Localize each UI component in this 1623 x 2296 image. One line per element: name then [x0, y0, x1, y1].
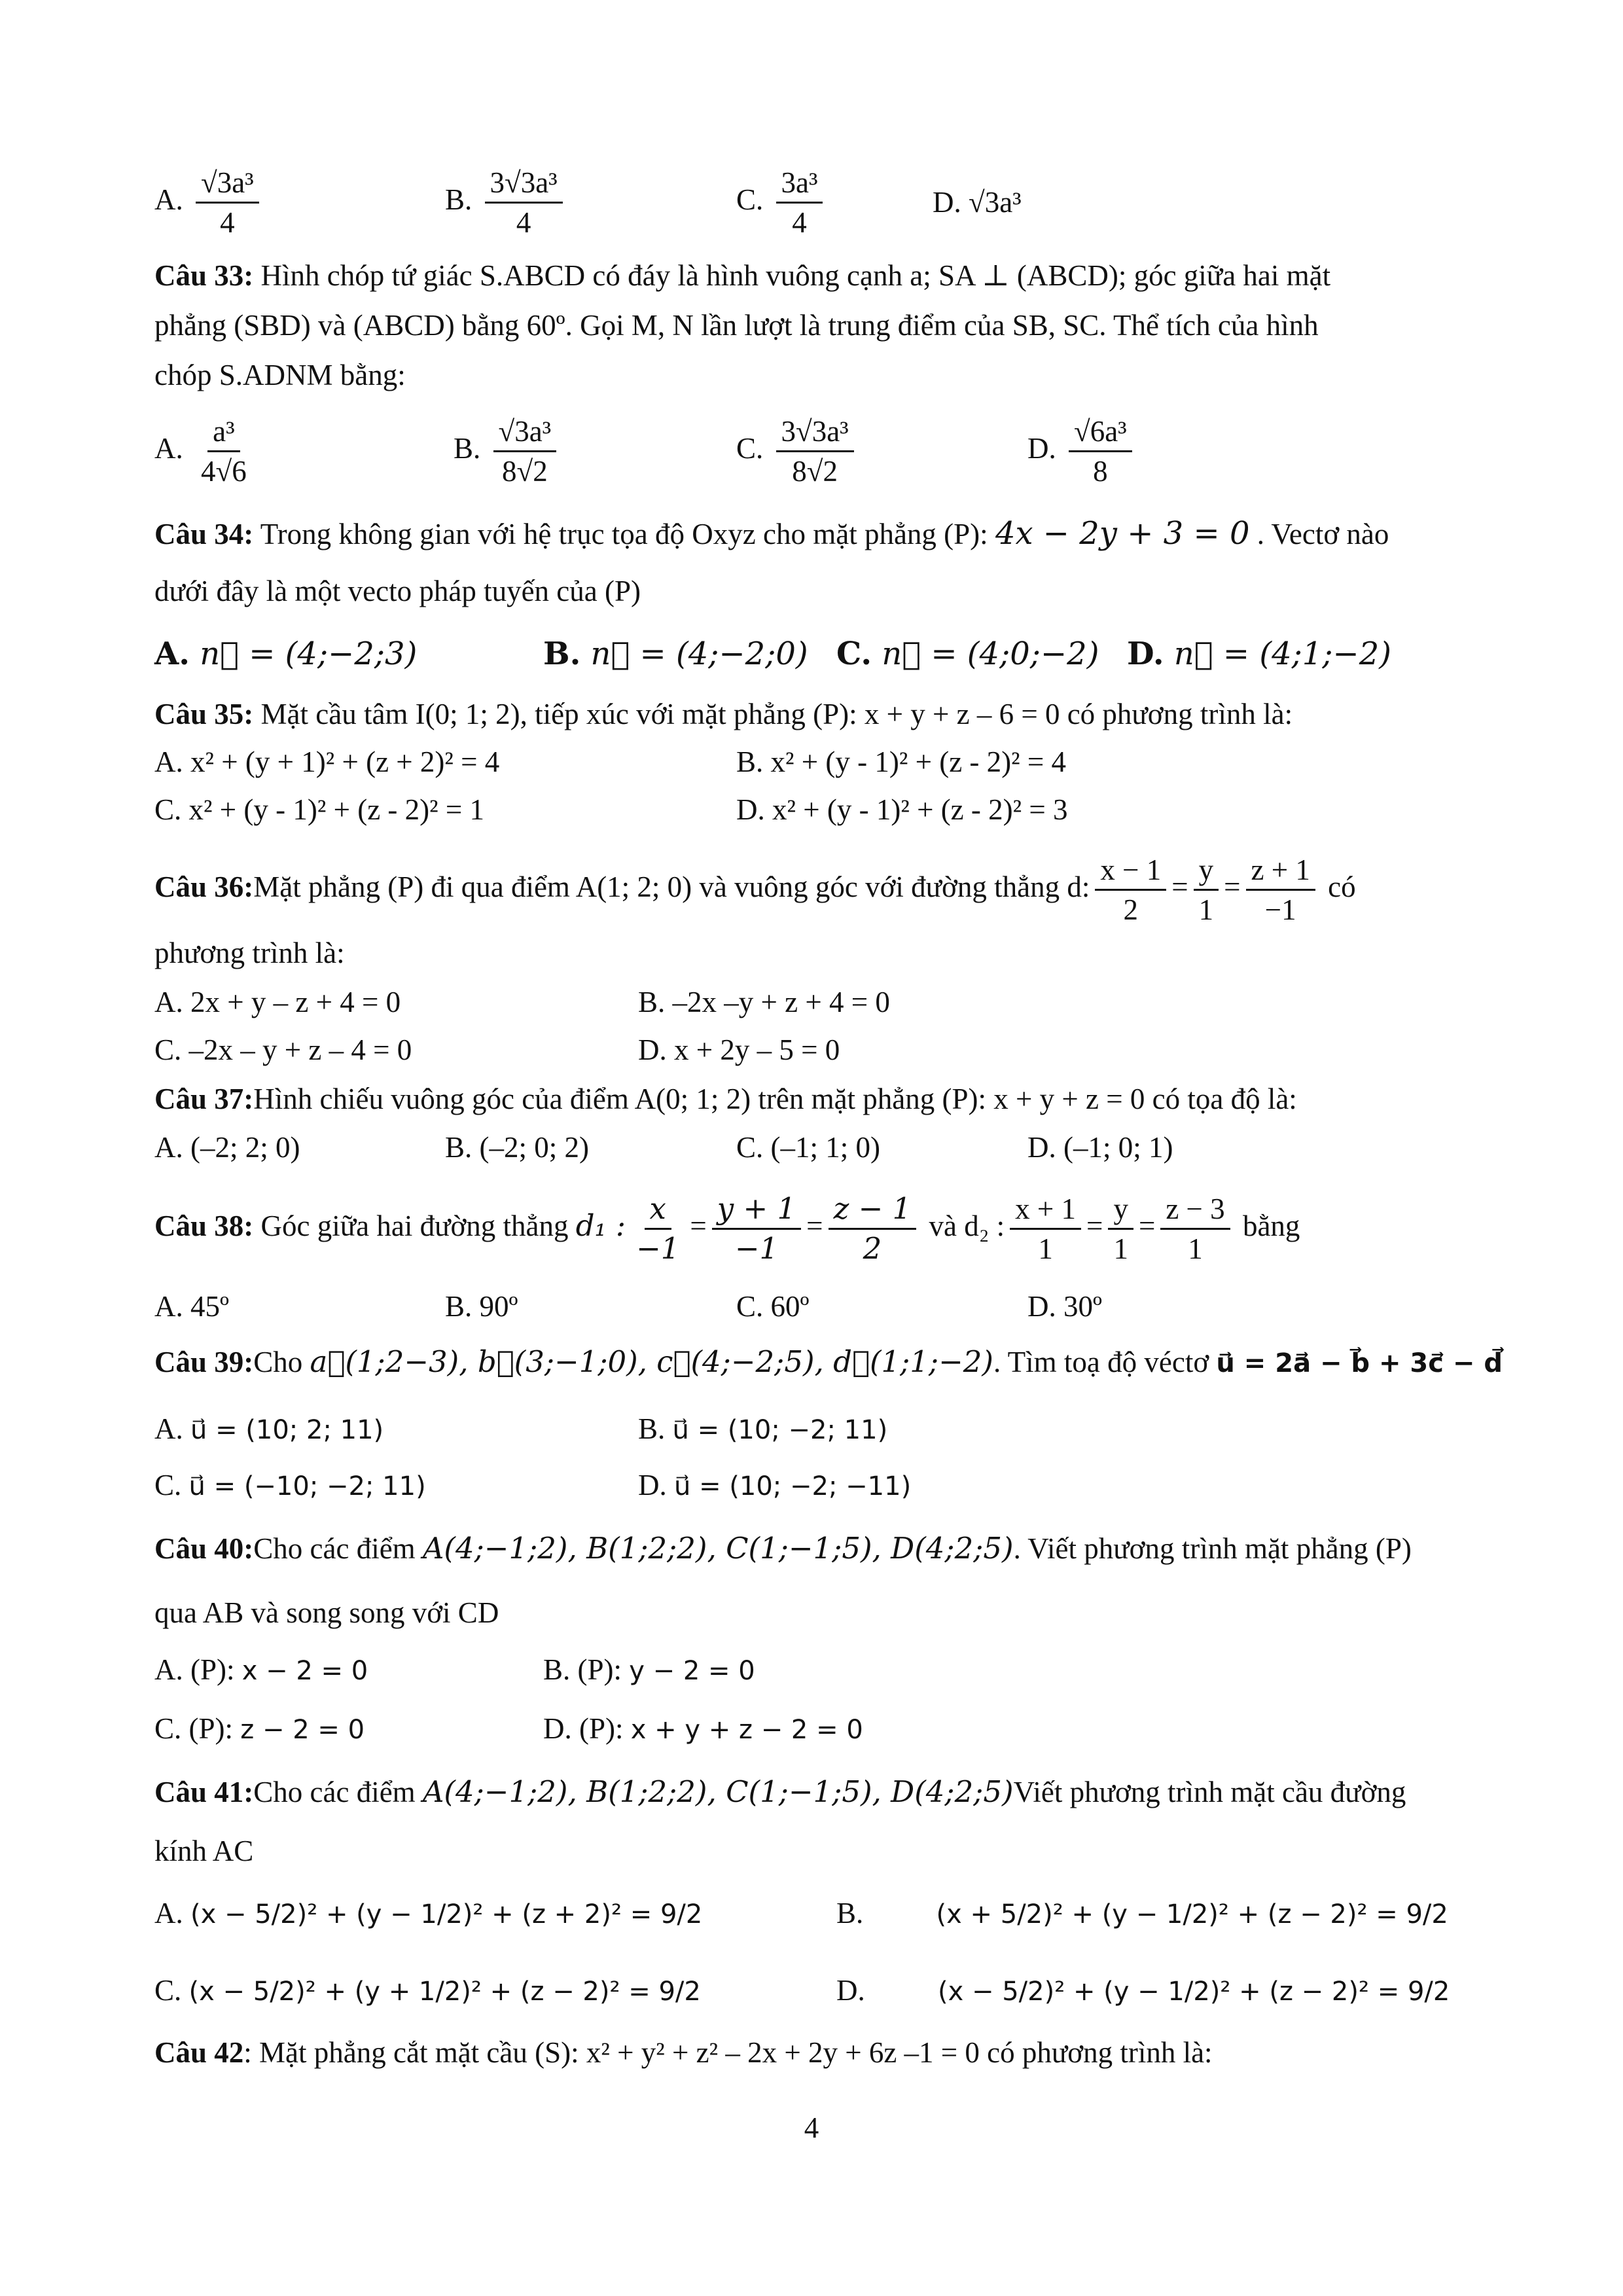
q38-end: bằng	[1242, 1210, 1300, 1242]
q33-text-line1: Hình chóp tứ giác S.ABCD có đáy là hình vuông cạnh a; SA ⊥ (ABCD); góc giữa hai mặt	[260, 259, 1331, 292]
q36-text-line1b: có	[1328, 870, 1356, 903]
q37-label: Câu 37:	[154, 1083, 254, 1115]
q34-text-line2: dưới đây là một vecto pháp tuyến của (P)	[154, 575, 641, 607]
q38-d2-label: d₂ :	[964, 1210, 1005, 1242]
q35-text-line1: Mặt cầu tâm I(0; 1; 2), tiếp xúc với mặt phẳng (P): x + y + z – 6 = 0 có phương trình là:	[260, 698, 1293, 730]
q32-option-d: D. √3a³	[933, 186, 1022, 219]
q35-option-c: C. x² + (y - 1)² + (z - 2)² = 1	[154, 793, 485, 826]
q41-text-line1: Cho các điểm	[253, 1776, 416, 1808]
q38-d1-frac-y: $\frac{y + 1}{-1}$	[712, 1190, 801, 1268]
q37-option-b: B. (–2; 0; 2)	[445, 1131, 589, 1164]
q42-text-line1: : Mặt phẳng cắt mặt cầu (S): x² + y² + z² – 2x + 2y + 6z –1 = 0 có phương trình là:	[243, 2036, 1213, 2069]
q39-text-line1: Cho	[253, 1346, 303, 1378]
q33-option-d: D. $\frac{\text{√6a³}}{8}$	[1027, 412, 1137, 490]
q36-text-line2: phương trình là:	[154, 937, 345, 969]
q35-option-d: D. x² + (y - 1)² + (z - 2)² = 3	[736, 793, 1068, 826]
q41-points: A(4;−1;2), B(1;2;2), C(1;−1;5), D(4;2;5)	[422, 1774, 1014, 1809]
q37-option-a: A. (–2; 2; 0)	[154, 1131, 300, 1164]
q36-option-a: A. 2x + y – z + 4 = 0	[154, 986, 401, 1018]
q41-option-b: B. (x + 5/2)² + (y − 1/2)² + (z − 2)² = 9/2	[836, 1897, 1448, 1929]
q36-option-d: D. x + 2y – 5 = 0	[638, 1033, 840, 1066]
q38-d2-frac-y: $\frac{y}{1}$	[1108, 1190, 1133, 1268]
q41-option-a: A. (x − 5/2)² + (y − 1/2)² + (z + 2)² = 9/2	[154, 1897, 703, 1929]
q41-text-line2: kính AC	[154, 1835, 254, 1867]
q38-d1-frac-z: $\frac{z - 1}{2}$	[829, 1190, 917, 1268]
q37-text-line1: Hình chiếu vuông góc của điểm A(0; 1; 2) trên mặt phẳng (P): x + y + z = 0 có tọa độ là:	[253, 1083, 1297, 1115]
q39-option-b: B. u⃗ = (10; −2; 11)	[638, 1412, 888, 1445]
q34-option-c: C. n⃗ = (4;0;−2)	[836, 636, 1099, 672]
document-page: A. $\frac{\text{√3a³}}{4}$ B. $\frac{\text{3√3a³}}{4}$ C. $\frac{\text{3a³}}{4}$ D. √3a³ Câu 33: Hình chóp tứ giác S.ABCD có đáy là hình vuông cạnh a; SA ⊥ (ABCD); góc giữa hai mặt phẳng (SBD) và (ABCD) bằng 60º. Gọi M, N lần lượt là trung điểm của SB, SC. Thể tích của hình chóp S.ADNM bằng: A. $\frac{\text{a³}}{4√6}$ B. $\frac{\text{√3a³}}{8√2}$ C. $\frac{\text{3√3a³}}{8√2}$ D. $\frac{\text{√6a³}}{8}$ Câu 34: Trong không gian với hệ trục tọa độ Oxyz cho mặt phẳng (P): 4x − 2y + 3 = 0 . Vectơ nào dưới đây là một vecto pháp tuyến của (P) A. n⃗ = (4;−2;3) B. n⃗ = (4;−2;0) C. n⃗ = (4;0;−2) D. n⃗ = (4;1;−2) Câu 35: Mặt cầu tâm I(0; 1; 2), tiếp xúc với mặt phẳng (P): x + y + z – 6 = 0 có phương trình là: A. x² + (y + 1)² + (z + 2)² = 4 B. x² + (y - 1)² + (z - 2)² = 4 C. x² + (y - 1)² + (z - 2)² = 1 D. x² + (y - 1)² + (z - 2)² = 3 Câu 36:Mặt phẳng (P) đi qua điểm A(1; 2; 0) và vuông góc với đường thẳng d: $\frac{x - 1}{2}$ = $\frac{y}{1}$ = $\frac{z + 1}{-1}$ có phương trình là: A. 2x + y – z + 4 = 0 B. –2x –y + z + 4 = 0 C. –2x – y + z – 4 = 0 D. x + 2y – 5 = 0 Câu 37:Hình chiếu vuông góc của điểm A(0; 1; 2) trên mặt phẳng (P): x + y + z = 0 có tọa độ là: A. (–2; 2; 0) B. (–2; 0; 2) C. (–1; 1; 0) D. (–1; 0; 1) Câu 38: Góc giữa hai đường thẳng d₁ : $\frac{x}{-1}$ = $\frac{y + 1}{-1}$ = $\frac{z - 1}{2}$ và d₂ : $\frac{x + 1}{1}$ = $\frac{y}{1}$ = $\frac{z - 3}{1}$ bằng A. 45º B. 90º C. 60º D. 30º Câu 39:Cho a⃗(1;2−3), b⃗(3;−1;0), c⃗(4;−2;5), d⃗(1;1;−2). Tìm toạ độ véctơ u⃗ = 2a⃗ − b⃗ + 3c⃗ − d⃗ A. u⃗ = (10; 2; 11) B. u⃗ = (10; −2; 11) C. u⃗ = (−10; −2; 11) D. u⃗ = (10; −2; −11) Câu 40:Cho các điểm A(4;−1;2), B(1;2;2), C(1;−1;5), D(4;2;5). Viết phương trình mặt phẳng (P) qua AB và song song với CD A. (P): x − 2 = 0 B. (P): y − 2 = 0 C. (P): z − 2 = 0 D. (P): x + y + z − 2 = 0 Câu 41:Cho các điểm A(4;−1;2), B(1;2;2), C(1;−1;5), D(4;2;5)Viết phương trình mặt cầu đường kính AC A. (x − 5/2)² + (y − 1/2)² + (z + 2)² = 9/2 B. (x + 5/2)² + (y − 1/2)² + (z − 2)² = 9/2 C. (x − 5/2)² + (y + 1/2)² + (z − 2)² = 9/2 D. (x − 5/2)² + (y − 1/2)² + (z − 2)² = 9/2 Câu 42: Mặt phẳng cắt mặt cầu (S): x² + y² + z² – 2x + 2y + 6z –1 = 0 có phương trình là: 4	[0, 0, 1623, 2296]
q35-option-a: A. x² + (y + 1)² + (z + 2)² = 4	[154, 745, 500, 778]
q38-option-c: C. 60º	[736, 1290, 810, 1323]
q41-option-c: C. (x − 5/2)² + (y + 1/2)² + (z − 2)² = 9/2	[154, 1974, 701, 2007]
q40-option-c: C. (P): z − 2 = 0	[154, 1712, 365, 1745]
q39-vectors: a⃗(1;2−3), b⃗(3;−1;0), c⃗(4;−2;5), d⃗(1;1;−2)	[310, 1344, 993, 1379]
q36-text-line1: Mặt phẳng (P) đi qua điểm A(1; 2; 0) và vuông góc với đường thẳng d:	[253, 870, 1090, 903]
q36-label: Câu 36:	[154, 870, 254, 903]
q34-option-d: D. n⃗ = (4;1;−2)	[1127, 636, 1391, 672]
q40-text-line2: qua AB và song song với CD	[154, 1596, 499, 1629]
q34-option-a: A. n⃗ = (4;−2;3)	[154, 636, 418, 672]
q41-text-line1b: Viết phương trình mặt cầu đường	[1013, 1776, 1406, 1808]
q34-equation: 4x − 2y + 3 = 0	[995, 515, 1250, 552]
q34-text-line1: Trong không gian với hệ trục tọa độ Oxyz cho mặt phẳng (P):	[260, 518, 988, 550]
q36-fraction-y: $\frac{y}{1}$	[1194, 851, 1219, 929]
q42-label: Câu 42	[154, 2036, 244, 2069]
q33-option-b: B. $\frac{\text{√3a³}}{8√2}$	[454, 412, 562, 490]
q36-option-c: C. –2x – y + z – 4 = 0	[154, 1033, 412, 1066]
q38-d2-frac-z: $\frac{z - 3}{1}$	[1160, 1190, 1230, 1268]
q38-d1-frac-x: $\frac{x}{-1}$	[636, 1191, 680, 1266]
q39-option-d: D. u⃗ = (10; −2; −11)	[638, 1469, 912, 1501]
q33-label: Câu 33:	[154, 259, 254, 292]
q38-label: Câu 38:	[154, 1210, 254, 1242]
q33-option-c: C. $\frac{\text{3√3a³}}{8√2}$	[736, 412, 859, 490]
q32-option-a: A. $\frac{\text{√3a³}}{4}$	[154, 164, 264, 242]
q40-points: A(4;−1;2), B(1;2;2), C(1;−1;5), D(4;2;5)	[422, 1531, 1014, 1566]
q32-option-c: C. $\frac{\text{3a³}}{4}$	[736, 164, 828, 242]
q37-option-d: D. (–1; 0; 1)	[1027, 1131, 1173, 1164]
q34-text-line1b: . Vectơ nào	[1257, 518, 1389, 550]
q35-option-b: B. x² + (y - 1)² + (z - 2)² = 4	[736, 745, 1067, 778]
q39-text-mid: . Tìm toạ độ véctơ	[993, 1346, 1209, 1378]
q40-option-a: A. (P): x − 2 = 0	[154, 1653, 368, 1686]
q40-text-line1: Cho các điểm	[253, 1532, 416, 1565]
q36-option-b: B. –2x –y + z + 4 = 0	[638, 986, 890, 1018]
q40-text-line1b: . Viết phương trình mặt phẳng (P)	[1013, 1532, 1412, 1565]
q40-option-d: D. (P): x + y + z − 2 = 0	[543, 1712, 863, 1745]
q33-option-a: A. $\frac{\text{a³}}{4√6}$	[154, 412, 257, 490]
q40-label: Câu 40:	[154, 1532, 254, 1565]
q36-fraction-z: $\frac{z + 1}{-1}$	[1246, 851, 1315, 929]
q32-option-b: B. $\frac{\text{3√3a³}}{4}$	[445, 164, 568, 242]
q40-option-b: B. (P): y − 2 = 0	[543, 1653, 755, 1686]
q38-and: và	[929, 1210, 957, 1242]
q39-option-c: C. u⃗ = (−10; −2; 11)	[154, 1469, 426, 1501]
q39-expression: u⃗ = 2a⃗ − b⃗ + 3c⃗ − d⃗	[1216, 1348, 1503, 1378]
q38-option-d: D. 30º	[1027, 1290, 1102, 1323]
q36-fraction-x: $\frac{x - 1}{2}$	[1095, 851, 1166, 929]
q38-d1-label: d₁ :	[575, 1208, 626, 1243]
q38-option-b: B. 90º	[445, 1290, 518, 1323]
q33-text-line3: chóp S.ADNM bằng:	[154, 359, 406, 391]
q39-label: Câu 39:	[154, 1346, 254, 1378]
q34-label: Câu 34:	[154, 518, 254, 550]
q37-option-c: C. (–1; 1; 0)	[736, 1131, 880, 1164]
q41-label: Câu 41:	[154, 1776, 254, 1808]
q38-option-a: A. 45º	[154, 1290, 229, 1323]
q33-text-line2: phẳng (SBD) và (ABCD) bằng 60º. Gọi M, N lần lượt là trung điểm của SB, SC. Thể tích của hình	[154, 309, 1319, 342]
q41-option-d: D. (x − 5/2)² + (y − 1/2)² + (z − 2)² = 9/2	[836, 1974, 1450, 2007]
page-number: 4	[804, 2111, 819, 2144]
q34-option-b: B. n⃗ = (4;−2;0)	[543, 636, 808, 672]
q39-option-a: A. u⃗ = (10; 2; 11)	[154, 1412, 384, 1445]
q38-d2-frac-x: $\frac{x + 1}{1}$	[1010, 1190, 1081, 1268]
q38-text-line1: Góc giữa hai đường thẳng	[260, 1210, 569, 1242]
q35-label: Câu 35:	[154, 698, 254, 730]
